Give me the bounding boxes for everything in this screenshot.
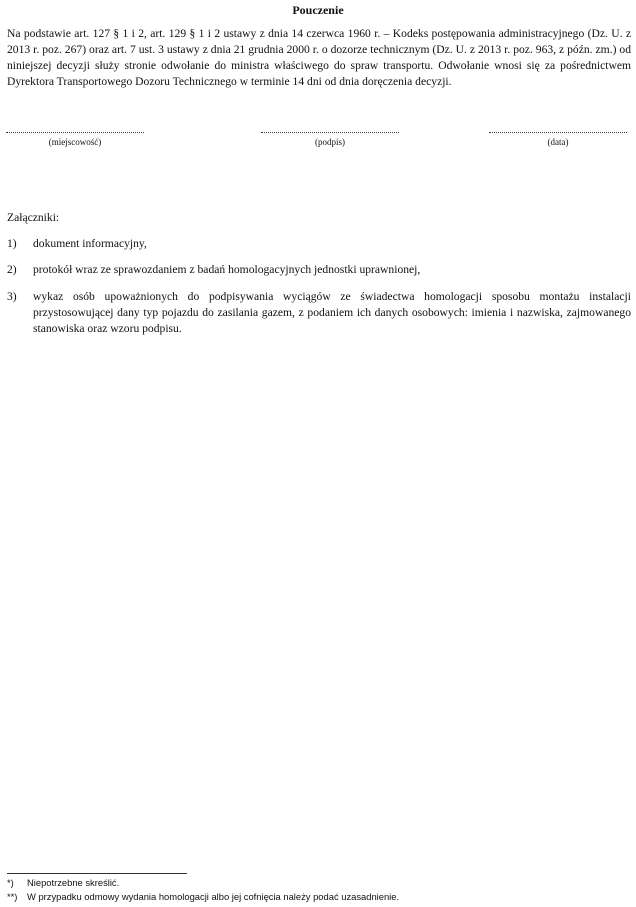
place-signature-field [6,128,144,147]
footnote-divider [7,873,187,874]
date-dotted-line [489,128,627,133]
attachment-number: 2) [7,263,17,276]
attachment-number: 1) [7,237,17,250]
date-label: (data) [547,137,569,147]
attachment-number: 3) [7,290,17,303]
footnote [7,891,399,903]
footnote-mark: **) [7,891,18,902]
attachment-text: protokół wraz ze sprawozdaniem z badań homologacyjnych jednostki uprawnionej, [33,263,421,276]
attachment-item [7,236,631,252]
footnote [7,877,119,889]
attachment-item [7,262,631,278]
date-signature-field [489,128,627,147]
attachment-text: dokument informacyjny, [33,237,147,250]
attachment-text: wykaz osób upoważnionych do podpisywania wyciągów ze świadectwa homologacji sposobu montażu instalacji przystosowującej dany typ pojazdu do zasilania gazem, z podaniem ich danych osobowych: imienia i nazwiska, zajmowanego stanowiska oraz wzoru podpisu. [33,290,631,335]
attachment-item [7,289,631,337]
attachments-heading: Załączniki: [7,211,60,224]
signature-label: (podpis) [315,137,345,147]
signature-field [261,128,399,147]
instruction-paragraph: Na podstawie art. 127 § 1 i 2, art. 129 § 1 i 2 ustawy z dnia 14 czerwca 1960 r. – Kodeks postępowania administracyjnego (Dz. U. z 2013 r. poz. 267) oraz art. 7 ust. 3 ustawy z dnia 21 grudnia 2000 r. o dozorze technicznym (Dz. U. z 2013 r. poz. 963, z późn. zm.) od niniejszej decyzji służy stronie odwołanie do ministra właściwego do spraw transportu. Odwołanie wnosi się za pośrednictwem Dyrektora Transportowego Dozoru Technicznego w terminie 14 dni od dnia doręczenia decyzji. [7,27,631,88]
footnote-text: W przypadku odmowy wydania homologacji albo jej cofnięcia należy podać uzasadnienie. [27,891,400,902]
footnote-mark: *) [7,877,14,888]
place-label: (miejscowość) [48,137,102,147]
signature-dotted-line [261,128,399,133]
place-dotted-line [6,128,144,133]
page-title: Pouczenie [292,3,344,17]
footnote-text: Niepotrzebne skreślić. [27,877,120,888]
